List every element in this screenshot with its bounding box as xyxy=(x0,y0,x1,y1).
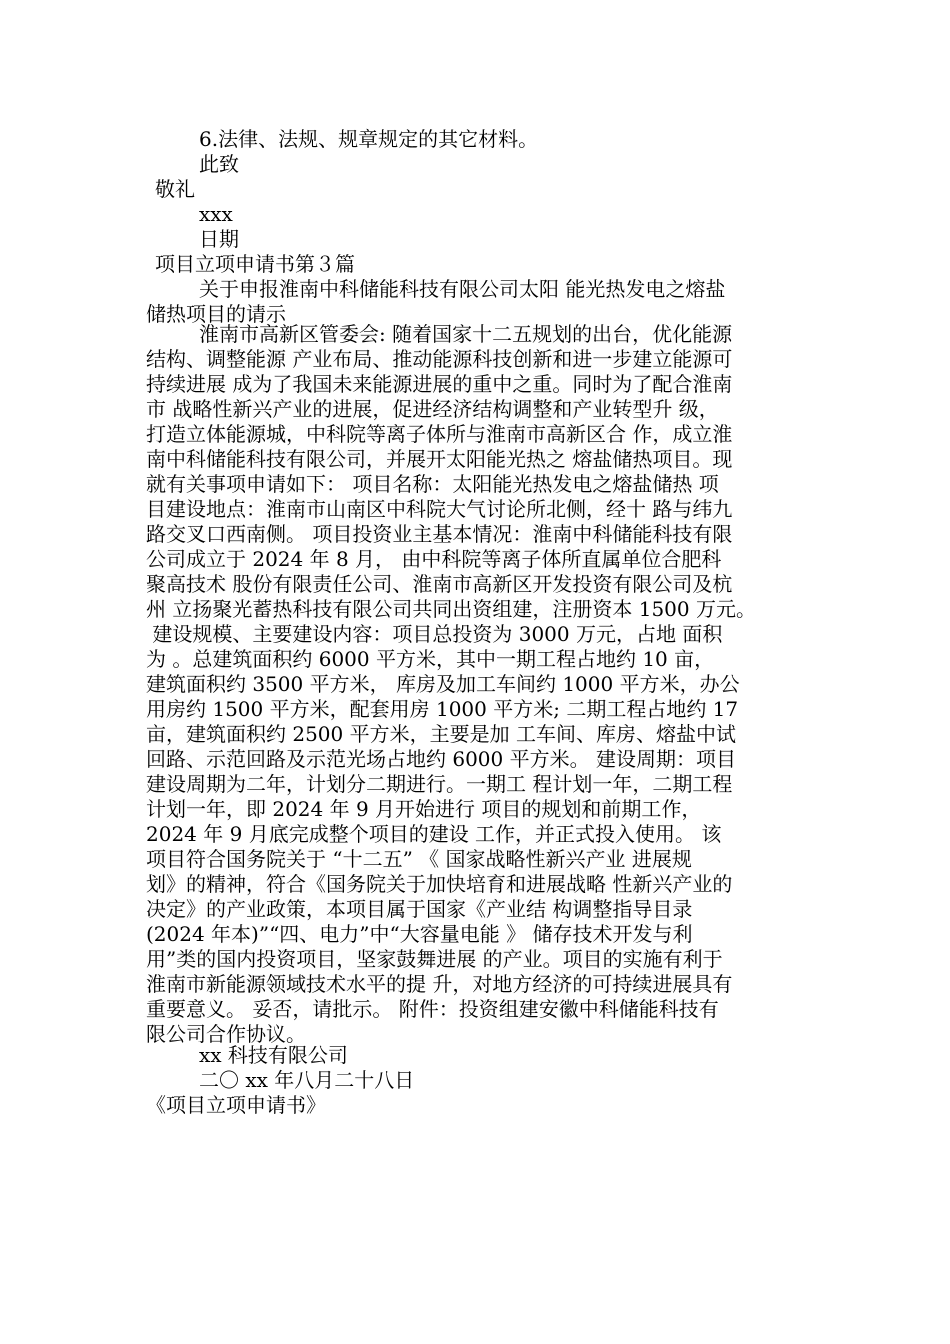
body-line: 路交叉口西南侧。 项目投资业主基本情况：淮南中科储能科技有限 xyxy=(146,522,733,546)
body-line: 建设周期为二年，计划分二期进行。一期工 程计划一年，二期工程 xyxy=(146,772,733,796)
body-line: 回路、示范回路及示范光场占地约 6000 平方米。 建设周期：项目 xyxy=(146,747,736,771)
body-line: 持续进展 成为了我国未来能源进展的重中之重。同时为了配合淮南 xyxy=(146,372,733,396)
body-line: 项目符合国务院关于 “十二五” 《 国家战略性新兴产业 进展规 xyxy=(146,847,692,871)
date-label: 日期 xyxy=(199,227,239,251)
company-name: xx 科技有限公司 xyxy=(199,1043,348,1067)
body-line: 州 立扬聚光蓄热科技有限公司共同出资组建，注册资本 1500 万元。 xyxy=(146,597,756,621)
request-title-line: 关于申报淮南中科储能科技有限公司太阳 能光热发电之熔盐 xyxy=(199,277,726,301)
body-line: 用房约 1500 平方米，配套用房 1000 平方米; 二期工程占地约 17 xyxy=(146,697,739,721)
body-line: 计划一年，即 2024 年 9 月开始进行 项目的规划和前期工作， xyxy=(146,797,702,821)
body-line: 重要意义。 妥否，请批示。 附件：投资组建安徽中科储能科技有 xyxy=(146,997,719,1021)
body-line: 打造立体能源城，中科院等离子体所与淮南市高新区合 作，成立淮 xyxy=(146,422,733,446)
request-title-line: 储热项目的请示 xyxy=(146,302,286,326)
body-line: 2024 年 9 月底完成整个项目的建设 工作，并正式投入使用。 该 xyxy=(146,822,722,846)
body-line: (2024 年本)”“四、电力”中“大容量电能 》 储存技术开发与利 xyxy=(146,922,693,946)
request-body xyxy=(146,322,810,1047)
body-line: 为 。总建筑面积约 6000 平方米，其中一期工程占地约 10 亩， xyxy=(146,647,715,671)
body-line: 划》的精神，符合《国务院关于加快培育和进展战略 性新兴产业的 xyxy=(146,872,733,896)
closing-text: 此致 xyxy=(199,152,239,176)
body-line: 目建设地点：淮南市山南区中科院大气讨论所北侧，经十 路与纬九 xyxy=(146,497,733,521)
salute-text: 敬礼 xyxy=(155,177,195,201)
body-line: 淮南市高新区管委会: 随着国家十二五规划的出台，优化能源 xyxy=(199,322,733,346)
body-line: 聚高技术 股份有限责任公司、淮南市高新区开发投资有限公司及杭 xyxy=(146,572,733,596)
body-line: 公司成立于 2024 年 8 月， 由中科院等离子体所直属单位合肥科 xyxy=(146,547,722,571)
sign-date: 二〇 xx 年八月二十八日 xyxy=(199,1068,415,1092)
body-line: 用”类的国内投资项目，坚家鼓舞进展 的产业。项目的实施有利于 xyxy=(146,947,723,971)
section-heading: 项目立项申请书第３篇 xyxy=(155,252,355,276)
body-line: 决定》的产业政策，本项目属于国家《产业结 构调整指导目录 xyxy=(146,897,693,921)
body-line: 限公司合作协议。 xyxy=(146,1022,306,1046)
body-line: 就有关事项申请如下： 项目名称：太阳能光热发电之熔盐储热 项 xyxy=(146,472,719,496)
footer-title: 《项目立项申请书》 xyxy=(146,1093,326,1117)
body-line: 亩，建筑面积约 2500 平方米，主要是加 工车间、库房、熔盐中试 xyxy=(146,722,736,746)
body-line: 结构、调整能源 产业布局、推动能源科技创新和进一步建立能源可 xyxy=(146,347,733,371)
body-line: 南中科储能科技有限公司，并展开太阳能光热之 熔盐储热项目。现 xyxy=(146,447,733,471)
body-line: 淮南市新能源领域技术水平的提 升，对地方经济的可持续进展具有 xyxy=(146,972,733,996)
signer-text: xxx xyxy=(199,202,233,226)
body-line: 市 战略性新兴产业的进展，促进经济结构调整和产业转型升 级， xyxy=(146,397,719,421)
item-6-text: 6.法律、法规、规章规定的其它材料。 xyxy=(199,127,539,151)
body-line: 建筑面积约 3500 平方米， 库房及加工车间约 1000 平方米，办公 xyxy=(146,672,740,696)
body-line: 建设规模、主要建设内容：项目总投资为 3000 万元，占地 面积 xyxy=(146,622,723,646)
